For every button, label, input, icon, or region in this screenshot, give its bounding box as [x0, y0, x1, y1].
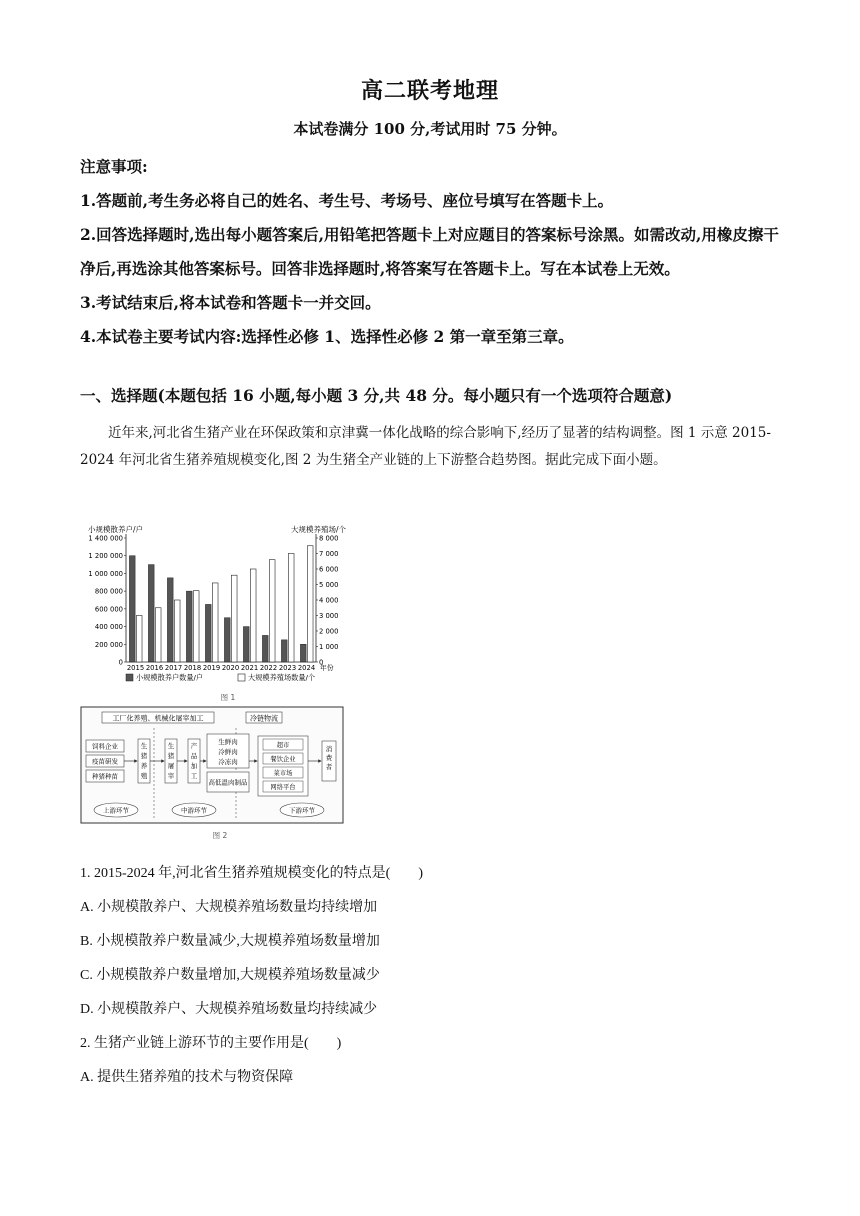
notes-heading: 注意事项: — [80, 157, 148, 176]
product-chilled: 冷鲜肉 — [218, 748, 238, 756]
product-fresh: 生鲜肉 — [218, 738, 238, 746]
bar-large-farms — [193, 591, 199, 662]
question-1-stem: 1. 2015-2024 年,河北省生猪养殖规模变化的特点是( ) — [80, 866, 423, 881]
bar-small-farms — [243, 627, 249, 662]
bar-small-farms — [300, 644, 306, 662]
y-tick-label-left: 400 000 — [94, 623, 123, 632]
section-heading: 一、选择题(本题包括 16 小题,每小题 3 分,共 48 分。每小题只有一个选项符合题意) — [80, 386, 673, 405]
processing-label: 产品加工 — [190, 742, 198, 780]
channel-catering: 餐饮企业 — [270, 756, 296, 763]
notes-block — [80, 150, 780, 354]
notes-item: 1.答题前,考生务必将自己的姓名、考生号、考场号、座位号填写在答题卡上。 — [80, 191, 614, 210]
intro-paragraph — [80, 420, 780, 474]
figure-1-caption: 图 1 — [220, 693, 236, 702]
y-tick-label-left: 200 000 — [94, 640, 123, 649]
bar-small-farms — [262, 635, 268, 662]
y-tick-label-right: 1 000 — [319, 643, 339, 651]
upstream-inputs — [86, 740, 124, 782]
x-tick-label: 2015 — [126, 664, 145, 672]
y-tick-label-right: 6 000 — [319, 565, 339, 574]
bar-large-farms — [136, 616, 142, 663]
legend-swatch-small-farms — [126, 674, 133, 681]
x-tick-label: 2018 — [183, 664, 202, 672]
figure-2-caption: 图 2 — [212, 831, 228, 840]
x-tick-label: 2016 — [145, 664, 164, 672]
bar-small-farms — [148, 565, 154, 662]
slaughter-label: 生猪屠宰 — [167, 742, 175, 780]
bar-large-farms — [231, 575, 237, 662]
question-1-option-d[interactable]: D. 小规模散养户、大规模养殖场数量均持续减少 — [80, 1002, 378, 1017]
x-tick-label: 2024 — [297, 664, 316, 672]
x-tick-label: 2019 — [202, 664, 221, 672]
y-axis-left-label: 小规模散养户/户 — [88, 525, 144, 534]
intro-text: 近年来,河北省生猪产业在环保政策和京津冀一体化战略的综合影响下,经历了显著的结构调整。图 1 示意 2015-2024 年河北省生猪养殖规模变化,图 2 为生猪全产业链的上下游整合趋势图。据此完成下面小题。 — [80, 425, 771, 468]
y-tick-label-right: 8 000 — [319, 534, 339, 543]
y-tick-label-left: 1 000 000 — [88, 569, 123, 578]
bar-large-farms — [269, 560, 275, 662]
x-tick-label: 2017 — [164, 664, 183, 672]
input-vaccine: 疫苗研发 — [92, 757, 118, 766]
product-high: 高低温肉制品 — [208, 778, 248, 787]
stage-midstream: 中游环节 — [181, 806, 207, 815]
y-tick-label-left: 1 400 000 — [88, 534, 123, 543]
y-tick-label-left: 1 200 000 — [88, 552, 123, 561]
question-2-stem: 2. 生猪产业链上游环节的主要作用是( ) — [80, 1036, 342, 1051]
stage-downstream: 下游环节 — [289, 806, 315, 815]
input-breeding: 种猪种苗 — [92, 772, 118, 781]
x-tick-label: 2023 — [278, 664, 297, 672]
bar-small-farms — [224, 618, 230, 662]
y-tick-label-left: 800 000 — [94, 587, 123, 596]
channel-market: 菜市场 — [273, 770, 293, 777]
y-tick-label-right: 7 000 — [319, 550, 339, 558]
question-1-option-c[interactable]: C. 小规模散养户数量增加,大规模养殖场数量减少 — [80, 968, 380, 983]
figure-1-bar-chart — [80, 522, 350, 707]
bar-large-farms — [250, 569, 256, 662]
question-1-option-b[interactable]: B. 小规模散养户数量减少,大规模养殖场数量增加 — [80, 934, 380, 949]
x-tick-label: 2022 — [259, 664, 278, 672]
bar-small-farms — [186, 591, 192, 662]
question-1-option-a[interactable]: A. 小规模散养户、大规模养殖场数量均持续增加 — [80, 900, 378, 915]
bar-small-farms — [281, 640, 287, 662]
channel-supermarket: 超市 — [276, 742, 290, 749]
y-tick-label-left: 600 000 — [94, 605, 123, 614]
bar-large-farms — [155, 608, 161, 662]
legend-label-small-farms: 小规模散养户数量/户 — [136, 673, 204, 682]
bar-small-farms — [205, 604, 211, 662]
figure-2-industry-chain-diagram — [80, 706, 344, 846]
bar-large-farms — [288, 554, 294, 663]
page-subtitle: 本试卷满分 100 分,考试用时 75 分钟。 — [293, 120, 567, 138]
notes-item: 4.本试卷主要考试内容:选择性必修 1、选择性必修 2 第一章至第三章。 — [80, 327, 574, 346]
stage-upstream: 上游环节 — [103, 806, 129, 815]
x-tick-label: 2021 — [240, 664, 259, 672]
y-tick-label-left: 0 — [118, 658, 123, 667]
x-axis-label: 年份 — [320, 664, 334, 672]
y-axis-right-label: 大规模养殖场/个 — [290, 525, 346, 534]
pig-farming-label: 生猪养殖 — [140, 742, 148, 780]
page-title: 高二联考地理 — [360, 78, 499, 104]
bar-large-farms — [174, 600, 180, 662]
bar-large-farms — [307, 546, 313, 662]
bar-small-farms — [167, 578, 173, 662]
x-tick-label: 2020 — [221, 664, 240, 672]
bar-large-farms — [212, 583, 218, 662]
y-tick-label-right: 0 — [319, 658, 324, 667]
y-tick-label-right: 5 000 — [319, 581, 339, 589]
input-feed: 饲料企业 — [92, 742, 118, 751]
y-tick-label-right: 2 000 — [319, 627, 339, 636]
bar-small-farms — [129, 556, 135, 662]
channel-online: 网络平台 — [270, 784, 296, 791]
y-tick-label-right: 4 000 — [319, 596, 339, 605]
notes-item: 3.考试结束后,将本试卷和答题卡一并交回。 — [80, 293, 381, 312]
top-left-label: 工厂化养殖、机械化屠宰加工 — [112, 714, 204, 723]
legend-swatch-large-farms — [238, 674, 245, 681]
legend-label-large-farms: 大规模养殖场数量/个 — [248, 673, 316, 682]
notes-item: 2.回答选择题时,选出每小题答案后,用铅笔把答题卡上对应题目的答案标号涂黑。如需改动,用橡皮擦干净后,再选涂其他答案标号。回答非选择题时,将答案写在答题卡上。写在本试卷上无效。 — [80, 225, 779, 278]
y-tick-label-right: 3 000 — [319, 612, 339, 620]
question-2-option-a[interactable]: A. 提供生猪养殖的技术与物资保障 — [80, 1070, 294, 1085]
product-frozen: 冷冻肉 — [218, 758, 238, 766]
consumer-label: 消费者 — [325, 745, 333, 771]
top-right-label: 冷链物流 — [250, 714, 278, 723]
